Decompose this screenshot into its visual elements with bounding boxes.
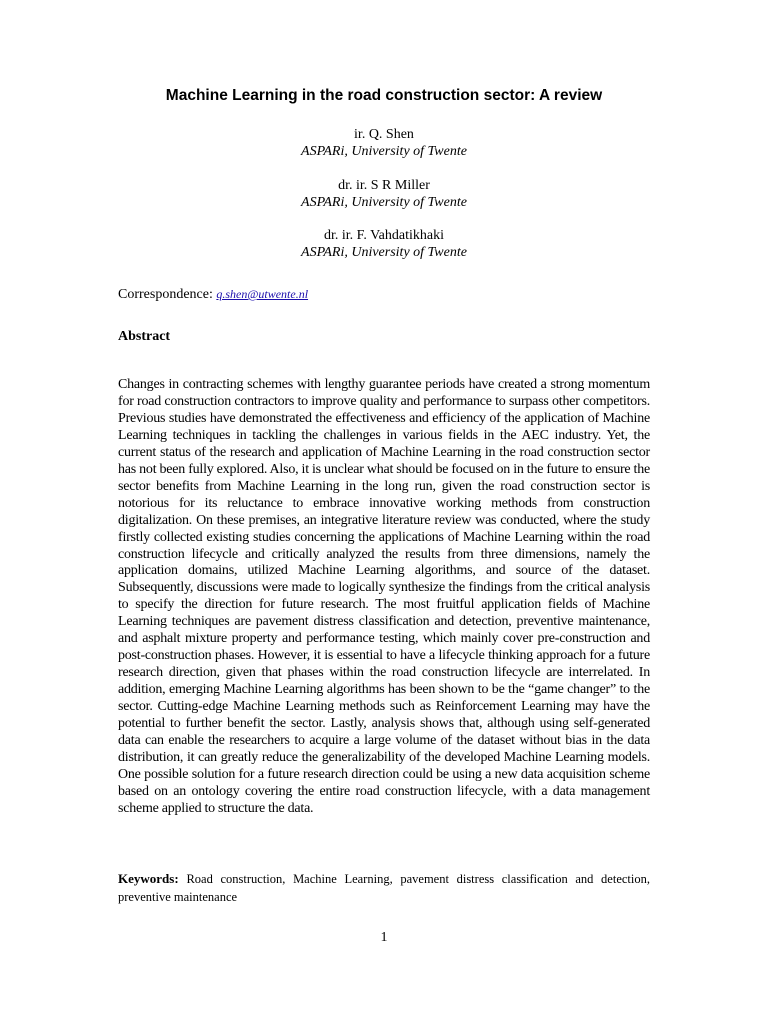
correspondence-line bbox=[118, 286, 308, 303]
author-block bbox=[0, 126, 768, 160]
author-affiliation: ASPARi, University of Twente bbox=[301, 195, 467, 210]
author-affiliation: ASPARi, University of Twente bbox=[301, 245, 467, 260]
keywords-line bbox=[118, 870, 650, 906]
abstract-heading: Abstract bbox=[118, 329, 171, 344]
author-block bbox=[0, 227, 768, 261]
abstract-body: Changes in contracting schemes with lengthy guarantee periods have created a strong momentum for road construction contractors to improve quality and performance to surpass other competitors. Previous studies have demonstrated the effectiveness and efficiency of the application of Machine Learning techniques in tackling the challenges in various fields in the AEC industry. Yet, the current status of the research and application of Machine Learning in the road construction sector has not been fully explored. Also, it is unclear what should be focused on in the future to ensure the sector benefits from Machine Learning in the long run, given the road construction sector is notorious for its reluctance to embrace innovative working methods from construction digitalization. On these premises, an integrative literature review was conducted, where the study firstly collected existing studies concerning the applications of Machine Learning within the road construction lifecycle and critically analyzed the results from three dimensions, namely the application domains, utilized Machine Learning algorithms, and source of the dataset. Subsequently, discussions were made to logically synthesize the findings from the critical analysis to specify the direction for future research. The most fruitful application fields of Machine Learning techniques are pavement distress classification and detection, preventive maintenance, and asphalt mixture property and performance testing, which mainly cover pre-construction and post-construction phases. However, it is essential to have a lifecycle thinking approach for a future research direction, given that phases within the road construction lifecycle are interrelated. In addition, emerging Machine Learning algorithms has been shown to be the “game changer” to the sector. Cutting-edge Machine Learning methods such as Reinforcement Learning may have the potential to further benefit the sector. Lastly, analysis shows that, although using self-generated data can enable the researchers to acquire a large volume of the dataset without bias in the data distribution, it can greatly reduce the generalizability of the developed Machine Learning models. One possible solution for a future research direction could be using a new data acquisition scheme based on an ontology covering the entire road construction lifecycle, with a data management scheme applied to structure the data. bbox=[118, 377, 650, 816]
correspondence-email-link[interactable]: q.shen@utwente.nl bbox=[216, 287, 309, 301]
author-affiliation: ASPARi, University of Twente bbox=[301, 144, 467, 159]
keywords-text: Road construction, Machine Learning, pavement distress classification and detection, preventive maintenance bbox=[118, 872, 650, 904]
author-name: ir. Q. Shen bbox=[354, 127, 414, 142]
correspondence-label: Correspondence: bbox=[118, 287, 217, 302]
author-block bbox=[0, 177, 768, 211]
author-name: dr. ir. F. Vahdatikhaki bbox=[324, 228, 444, 243]
author-name: dr. ir. S R Miller bbox=[338, 178, 430, 193]
page-number: 1 bbox=[380, 930, 388, 945]
keywords-label: Keywords: bbox=[118, 871, 187, 886]
paper-title: Machine Learning in the road construction sector: A review bbox=[165, 87, 603, 104]
